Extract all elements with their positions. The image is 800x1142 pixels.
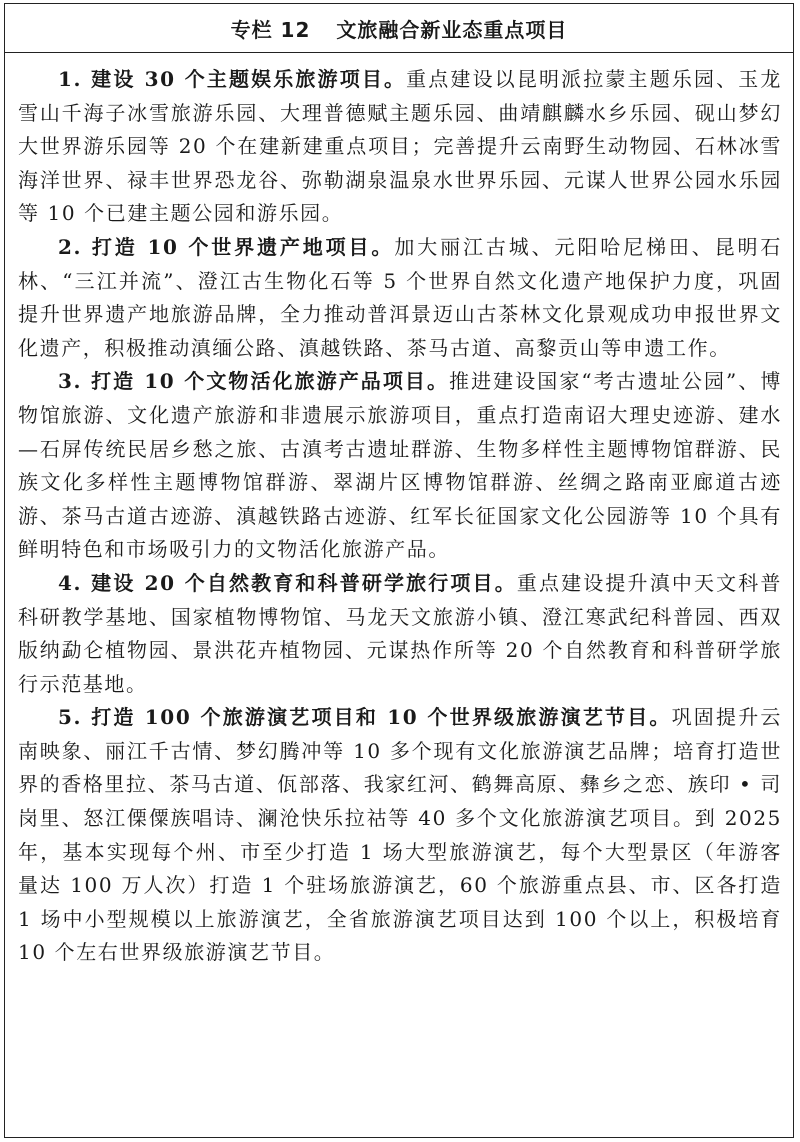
item-body: 重点建设提升滇中天文科普科研教学基地、国家植物博物馆、马龙天文旅游小镇、澄江寒武纪科普园、西双版纳勐仑植物园、景洪花卉植物园、元谋热作所等 20 个自然教育和科普研学旅行示范基地。 — [18, 570, 783, 696]
project-item-3 — [18, 365, 782, 567]
item-heading: 2. 打造 10 个世界遗产地项目。 — [58, 234, 395, 259]
box-number: 专栏 12 — [230, 17, 311, 42]
project-box — [4, 3, 794, 1138]
item-heading: 5. 打造 100 个旅游演艺项目和 10 个世界级旅游演艺节目。 — [58, 705, 672, 730]
item-body: 重点建设以昆明派拉蒙主题乐园、玉龙雪山千海子冰雪旅游乐园、大理普德赋主题乐园、曲靖麒麟水乡乐园、砚山梦幻大世界游乐园等 20 个在建新建重点项目；完善提升云南野生动物园、石林冰雪海洋世界、禄丰世界恐龙谷、弥勒湖泉温泉水世界乐园、元谋人世界公园水乐园等 10 个已建主题公园和游乐园。 — [18, 67, 783, 226]
item-heading: 1. 建设 30 个主题娱乐旅游项目。 — [58, 67, 407, 91]
box-header — [5, 4, 793, 53]
item-heading: 3. 打造 10 个文物活化旅游产品项目。 — [58, 369, 450, 394]
box-title: 文旅融合新业态重点项目 — [336, 17, 568, 42]
item-heading: 4. 建设 20 个自然教育和科普研学旅行项目。 — [58, 570, 517, 595]
project-item-5 — [18, 701, 782, 970]
item-body: 加大丽江古城、元阳哈尼梯田、昆明石林、“三江并流”、澄江古生物化石等 5 个世界自然文化遗产地保护力度，巩固提升世界遗产地旅游品牌，全力推动普洱景迈山古茶林文化景观成功申报世界文化遗产，积极推动滇缅公路、滇越铁路、茶马古道、高黎贡山等申遗工作。 — [18, 234, 783, 360]
item-body: 推进建设国家“考古遗址公园”、博物馆旅游、文化遗产旅游和非遗展示旅游项目，重点打造南诏大理史迹游、建水—石屏传统民居乡愁之旅、古滇考古遗址群游、生物多样性主题博物馆群游、民族文化多样性主题博物馆群游、翠湖片区博物馆群游、丝绸之路南亚廊道古迹游、茶马古道古迹游、滇越铁路古迹游、红军长征国家文化公园游等 10 个具有鲜明特色和市场吸引力的文物活化旅游产品。 — [18, 369, 782, 562]
item-body: 巩固提升云南映象、丽江千古情、梦幻腾冲等 10 多个现有文化旅游演艺品牌；培育打造世界的香格里拉、茶马古道、佤部落、我家红河、鹤舞高原、彝乡之恋、族印 • 司岗里、怒江傈僳族唱诗、澜沧快乐拉祜等 40 多个文化旅游演艺项目。到 2025 年，基本实现每个州、市至少打造 1 场大型旅游演艺，每个大型景区（年游客量达 100 万人次）打造 1 个驻场旅游演艺，60 个旅游重点县、市、区各打造 1 场中小型规模以上旅游演艺，全省旅游演艺项目达到 100 个以上，积极培育 10 个左右世界级旅游演艺节目。 — [18, 705, 782, 965]
box-content — [5, 53, 793, 970]
project-item-4 — [18, 567, 782, 701]
project-item-1 — [18, 63, 782, 231]
project-item-2 — [18, 231, 782, 365]
